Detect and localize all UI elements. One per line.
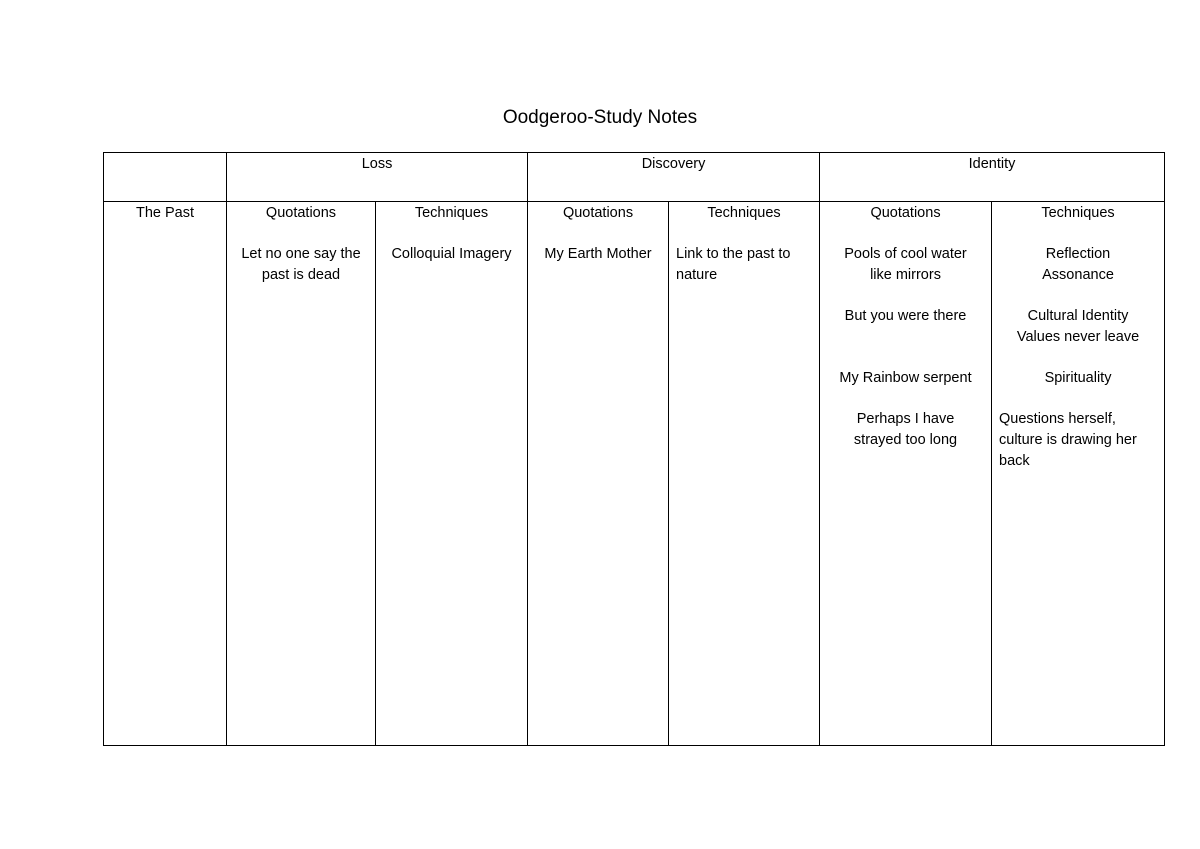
list-item-line: like mirrors bbox=[870, 267, 941, 283]
list-item-line: Cultural Identity bbox=[1027, 308, 1129, 324]
list-item-line: Assonance bbox=[1042, 267, 1114, 283]
list-item-line: But you were there bbox=[844, 308, 967, 324]
column-header-discovery: Discovery bbox=[528, 153, 820, 202]
table-row bbox=[104, 202, 1165, 746]
column-header-loss: Loss bbox=[227, 153, 528, 202]
row-label: The Past bbox=[135, 205, 195, 221]
header-row bbox=[104, 153, 1165, 202]
discovery-quotations-header: Quotations bbox=[562, 205, 634, 221]
corner-cell bbox=[104, 153, 227, 202]
loss-quotations-cell bbox=[227, 202, 376, 746]
loss-techniques-cell bbox=[376, 202, 528, 746]
list-item-line: Questions herself, culture is drawing her back bbox=[999, 411, 1137, 469]
list-item bbox=[999, 244, 1157, 286]
column-header-identity: Identity bbox=[820, 153, 1165, 202]
list-item: Colloquial Imagery bbox=[391, 246, 512, 262]
list-item bbox=[999, 409, 1157, 472]
list-item: My Earth Mother bbox=[544, 246, 652, 262]
list-item bbox=[827, 244, 984, 286]
identity-quotations-header: Quotations bbox=[870, 205, 941, 221]
list-item bbox=[999, 306, 1157, 348]
discovery-techniques-cell bbox=[669, 202, 820, 746]
list-item: Let no one say the past is dead bbox=[241, 246, 361, 283]
identity-quotations-cell bbox=[820, 202, 992, 746]
list-item-line: Reflection bbox=[1045, 246, 1111, 262]
discovery-techniques-header: Techniques bbox=[707, 205, 781, 221]
loss-quotations-header: Quotations bbox=[265, 205, 337, 221]
discovery-quotations-cell bbox=[528, 202, 669, 746]
loss-techniques-header: Techniques bbox=[414, 205, 489, 221]
study-notes-table bbox=[103, 152, 1165, 746]
list-item bbox=[827, 409, 984, 451]
row-label-cell bbox=[104, 202, 227, 746]
list-item-line: strayed too long bbox=[853, 432, 958, 448]
list-item-line: Perhaps I have bbox=[856, 411, 955, 427]
list-item bbox=[827, 368, 984, 389]
page-title: Oodgeroo-Study Notes bbox=[502, 107, 698, 128]
list-item-line: Spirituality bbox=[1044, 370, 1112, 386]
identity-techniques-cell bbox=[992, 202, 1165, 746]
list-item: Link to the past to nature bbox=[676, 246, 791, 283]
list-item bbox=[827, 306, 984, 348]
identity-techniques-header: Techniques bbox=[1041, 205, 1115, 221]
list-item bbox=[999, 368, 1157, 389]
list-item-line: Values never leave bbox=[1016, 329, 1140, 345]
list-item-line: My Rainbow serpent bbox=[839, 370, 972, 386]
list-item-line: Pools of cool water bbox=[844, 246, 967, 262]
